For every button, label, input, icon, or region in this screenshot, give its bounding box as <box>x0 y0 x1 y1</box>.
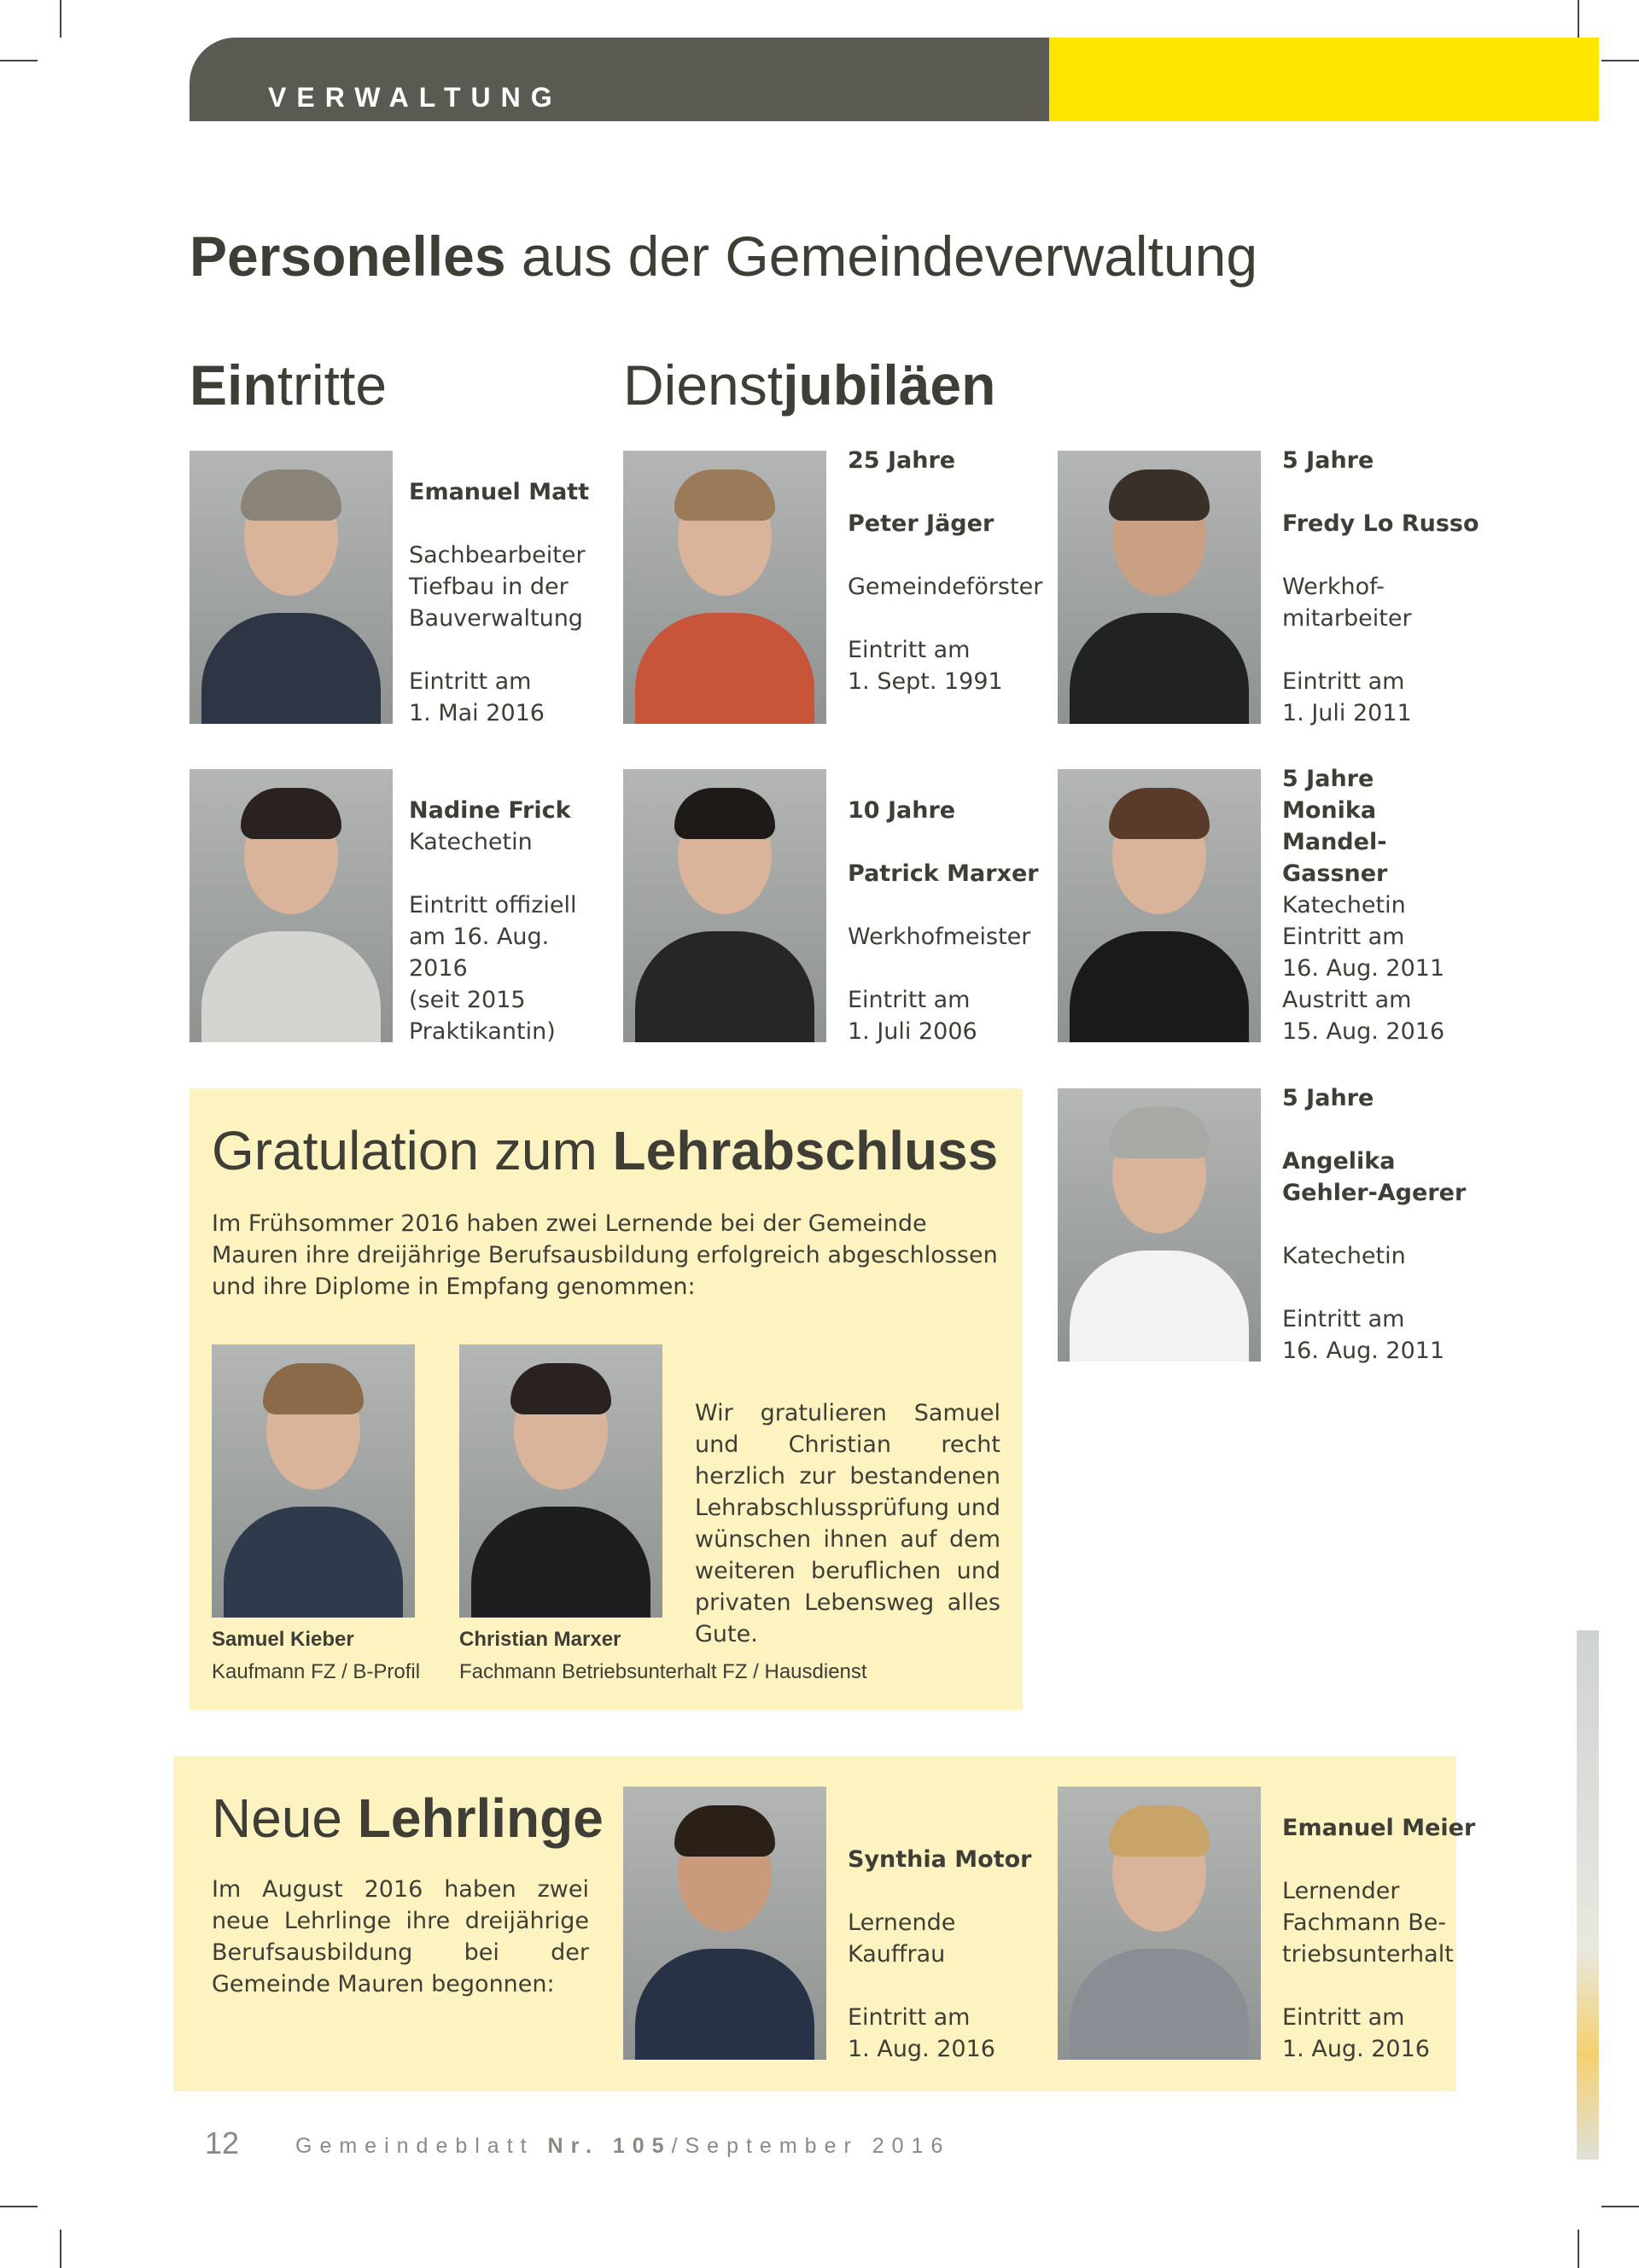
section-header-label: VERWALTUNG <box>268 82 563 113</box>
person-name: Gehler-Agerer <box>1282 1180 1467 1206</box>
exit-label: Austritt am <box>1282 987 1412 1013</box>
lehrlinge-title-rest: Neue <box>212 1787 358 1849</box>
person-role: Katechetin <box>409 829 533 855</box>
service-years: 5 Jahre <box>1282 447 1374 474</box>
person-role-line: Fachmann Be- <box>1282 1909 1447 1936</box>
lehrabschluss-box <box>190 1088 1023 1710</box>
entry-date: 1. Juli 2011 <box>1282 700 1412 726</box>
person-name: Gassner <box>1282 860 1388 887</box>
crop-mark <box>60 2230 61 2268</box>
graduate-role: Kaufmann FZ / B-Profil <box>212 1660 421 1683</box>
portrait-photo <box>623 769 826 1042</box>
person-note-line: Eintritt offiziell <box>409 892 577 918</box>
graduate-role: Fachmann Betriebsunterhalt FZ / Hausdienst <box>459 1660 867 1683</box>
issue-date: /September 2016 <box>671 2134 951 2158</box>
entry-date: 1. Mai 2016 <box>409 700 545 726</box>
person-name: Fredy Lo Russo <box>1282 510 1479 537</box>
jubilaeen-title-bold: jubiläen <box>783 353 996 417</box>
page-title <box>190 224 1257 289</box>
publication-footer <box>295 2134 950 2159</box>
lehrlinge-title <box>212 1787 604 1850</box>
entry-date: 16. Aug. 2011 <box>1282 1338 1445 1364</box>
lehrabschluss-title-rest: Gratulation zum <box>212 1120 613 1181</box>
crop-mark <box>0 2206 38 2207</box>
person-role-line: Tiefbau in der <box>409 574 569 600</box>
portrait-photo <box>1058 451 1261 724</box>
portrait-photo <box>623 1787 826 2060</box>
page-title-rest: aus der Gemeindeverwaltung <box>505 224 1258 288</box>
exit-date: 15. Aug. 2016 <box>1282 1018 1445 1045</box>
portrait-photo <box>190 769 393 1042</box>
service-years: 10 Jahre <box>848 797 956 824</box>
person-info <box>1282 763 1496 1047</box>
person-role-line: Lernende <box>848 1909 956 1936</box>
person-note-line: (seit 2015 <box>409 987 526 1013</box>
publication-name: Gemeindeblatt <box>295 2134 548 2158</box>
person-note-line: 2016 <box>409 955 468 982</box>
page-title-bold: Personelles <box>190 224 506 288</box>
person-note-line: Praktikantin) <box>409 1018 556 1045</box>
entry-label: Eintritt am <box>848 2004 971 2031</box>
lehrabschluss-title-bold: Lehrabschluss <box>612 1120 999 1181</box>
entry-label: Eintritt am <box>1282 2004 1405 2031</box>
eintritte-title-bold: Ein <box>190 353 277 417</box>
person-role-line: Kauffrau <box>848 1941 946 1968</box>
issue-number: Nr. 105 <box>547 2134 672 2158</box>
person-role-line: Sachbearbeiter <box>409 542 586 568</box>
entry-date: 1. Aug. 2016 <box>1282 2036 1430 2062</box>
entry-label: Eintritt am <box>1282 924 1405 950</box>
entry-date: 1. Sept. 1991 <box>848 668 1003 695</box>
crop-mark <box>0 60 38 61</box>
page-number: 12 <box>205 2125 240 2160</box>
portrait-photo <box>190 451 393 724</box>
person-info <box>409 476 622 729</box>
entry-label: Eintritt am <box>1282 1306 1405 1332</box>
person-name: Emanuel Meier <box>1282 1815 1476 1841</box>
person-name: Synthia Motor <box>848 1846 1032 1873</box>
person-info <box>848 445 1061 697</box>
graduate-name: Christian Marxer <box>459 1628 621 1651</box>
entry-label: Eintritt am <box>848 637 971 663</box>
portrait-photo <box>1058 769 1261 1042</box>
lehrabschluss-intro: Im Frühsommer 2016 haben zwei Lernende bei der Gemeinde Mauren ihre dreijährige Berufsausbildung erfolgreich abgeschlossen und ihre Diplome in Empfang genommen: <box>212 1210 998 1300</box>
lehrlinge-intro: Im August 2016 haben zwei neue Lehrlinge ihre dreijährige Berufsausbildung bei der Gemeinde Mauren begonnen: <box>212 1876 589 1997</box>
entry-date: 1. Juli 2006 <box>848 1018 977 1045</box>
portrait-photo <box>459 1344 662 1618</box>
portrait-photo <box>1058 1787 1261 2060</box>
eintritte-title <box>190 353 387 417</box>
person-role-line: Bauverwaltung <box>409 605 583 632</box>
service-years: 5 Jahre <box>1282 766 1374 792</box>
entry-label: Eintritt am <box>1282 668 1405 695</box>
person-name: Angelika <box>1282 1148 1396 1175</box>
crop-mark <box>1578 0 1579 38</box>
crop-mark <box>1601 2206 1639 2207</box>
person-info <box>1282 1812 1496 2065</box>
lehrabschluss-congrats: Wir gratulieren Samuel und Christian recht herzlich zur bestandenen Lehrabschlussprüfung und wünschen ihnen auf dem weiteren beruflichen und privaten Lebensweg alles Gute. <box>695 1400 1001 1647</box>
portrait-photo <box>623 451 826 724</box>
person-info <box>848 1844 1061 2065</box>
lehrabschluss-title <box>212 1119 998 1182</box>
lehrlinge-title-bold: Lehrlinge <box>357 1787 604 1849</box>
person-note-line: am 16. Aug. <box>409 924 550 950</box>
section-header-accent <box>1049 38 1599 121</box>
lehrlinge-box <box>173 1756 1476 2091</box>
person-role-line: Lernender <box>1282 1878 1400 1904</box>
person-role: Gemeindeförster <box>848 574 1043 600</box>
adjacent-page-strip <box>1577 1630 1599 2160</box>
person-info <box>848 795 1061 1047</box>
person-role: Werkhofmeister <box>848 924 1031 950</box>
person-name: Emanuel Matt <box>409 479 590 505</box>
person-role: Katechetin <box>1282 1243 1406 1269</box>
entry-label: Eintritt am <box>409 668 532 695</box>
portrait-photo <box>1058 1088 1261 1361</box>
crop-mark <box>1578 2230 1579 2268</box>
jubilaeen-title-rest: Dienst <box>623 353 784 417</box>
service-years: 25 Jahre <box>848 447 956 474</box>
person-name: Mandel- <box>1282 829 1387 855</box>
portrait-photo <box>212 1344 415 1618</box>
person-info <box>409 795 622 1047</box>
person-info <box>1282 1082 1496 1367</box>
person-role-line: Werkhof- <box>1282 574 1385 600</box>
entry-date: 16. Aug. 2011 <box>1282 955 1445 982</box>
person-name: Patrick Marxer <box>848 860 1039 887</box>
person-info <box>1282 445 1496 729</box>
person-role: Katechetin <box>1282 892 1406 918</box>
person-role-line: triebsunterhalt <box>1282 1941 1454 1968</box>
jubilaeen-title <box>623 353 995 417</box>
entry-label: Eintritt am <box>848 987 971 1013</box>
eintritte-title-rest: tritte <box>277 353 388 417</box>
person-name: Monika <box>1282 797 1377 824</box>
entry-date: 1. Aug. 2016 <box>848 2036 995 2062</box>
person-name: Peter Jäger <box>848 510 994 537</box>
crop-mark <box>1601 60 1639 61</box>
service-years: 5 Jahre <box>1282 1085 1374 1111</box>
person-name: Nadine Frick <box>409 797 571 824</box>
graduate-name: Samuel Kieber <box>212 1628 354 1651</box>
person-role-line: mitarbeiter <box>1282 605 1412 632</box>
crop-mark <box>60 0 61 38</box>
